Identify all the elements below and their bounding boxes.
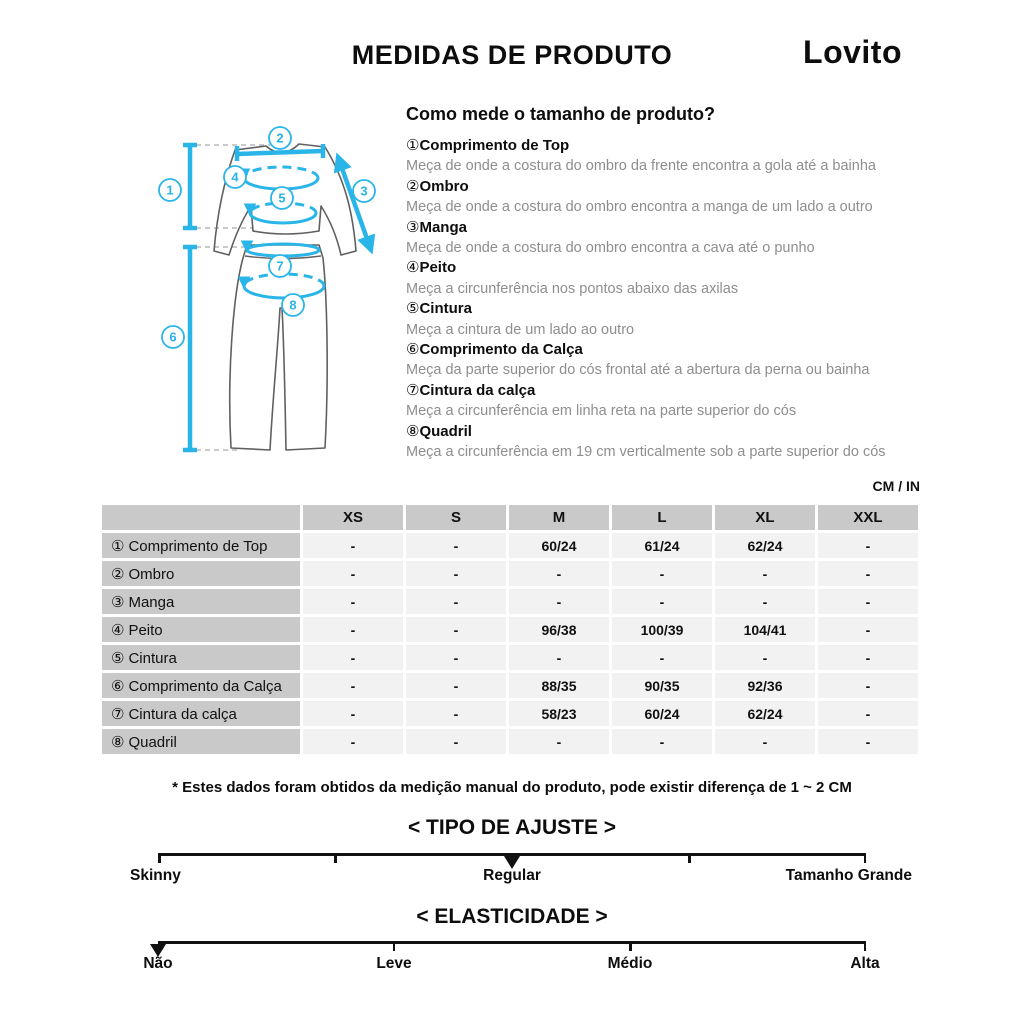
size-cell: 61/24 (612, 533, 712, 558)
size-cell: - (303, 729, 403, 754)
size-cell: - (612, 561, 712, 586)
header-cell-size: XXL (818, 505, 918, 530)
size-cell: - (303, 673, 403, 698)
svg-text:7: 7 (276, 258, 284, 274)
size-cell: - (406, 561, 506, 586)
guide-item-shoulder: ②Ombro Meça de onde a costura do ombro encontra a manga de um lado a outro (406, 177, 928, 218)
size-cell: 60/24 (509, 533, 609, 558)
dashed-connector-lines (196, 145, 270, 450)
size-cell: - (406, 701, 506, 726)
size-cell: 100/39 (612, 617, 712, 642)
unit-label: CM / IN (872, 478, 920, 494)
size-cell: - (509, 729, 609, 754)
size-cell: - (303, 645, 403, 670)
fit-scale-title: < TIPO DE AJUSTE > (407, 816, 617, 839)
fit-label-oversize: Tamanho Grande (785, 867, 912, 884)
size-table (99, 502, 921, 757)
guide-item-desc: Meça de onde a costura do ombro encontra a manga de um lado a outro (406, 199, 873, 216)
svg-text:5: 5 (278, 190, 286, 206)
elasticity-label-light: Leve (376, 955, 412, 972)
size-cell: - (406, 673, 506, 698)
header-cell-size: XL (715, 505, 815, 530)
size-cell: - (818, 589, 918, 614)
size-cell: - (509, 561, 609, 586)
measurement-diagram (125, 95, 415, 490)
size-cell: 62/24 (715, 533, 815, 558)
table-row (102, 617, 918, 642)
size-cell: 92/36 (715, 673, 815, 698)
svg-text:8: 8 (289, 297, 297, 313)
marker-2 (269, 127, 291, 149)
fit-tick-start (158, 853, 161, 863)
size-cell: 88/35 (509, 673, 609, 698)
header-cell-size: XS (303, 505, 403, 530)
guide-item-pants-length: ⑥Comprimento da Calça Meça da parte superior do cós frontal até a abertura da perna ou bainha (406, 340, 928, 381)
row-label: ④ Peito (102, 617, 300, 642)
size-cell: 96/38 (509, 617, 609, 642)
header-cell-size: M (509, 505, 609, 530)
size-cell: - (818, 645, 918, 670)
size-cell: - (303, 561, 403, 586)
svg-text:3: 3 (360, 183, 368, 199)
size-cell: - (715, 729, 815, 754)
size-cell: - (303, 589, 403, 614)
table-row (102, 533, 918, 558)
marker-6 (162, 326, 184, 348)
guide-item-desc: Meça de onde a costura do ombro da frente encontra a gola até a bainha (406, 158, 876, 175)
guide-item-desc: Meça a circunferência em 19 cm verticalmente sob a parte superior do cós (406, 444, 886, 461)
measurement-note: * Estes dados foram obtidos da medição manual do produto, pode existir diferença de 1 ~ 2 CM (172, 779, 852, 796)
size-cell: - (818, 673, 918, 698)
header-cell-size: S (406, 505, 506, 530)
elasticity-label-medium: Médio (607, 955, 653, 972)
size-cell: - (509, 589, 609, 614)
size-cell: 62/24 (715, 701, 815, 726)
size-cell: 60/24 (612, 701, 712, 726)
svg-text:2: 2 (276, 130, 284, 146)
measure-pants-length-line (183, 247, 197, 450)
measure-chest-ellipse-dashed (244, 167, 318, 178)
size-cell: - (818, 701, 918, 726)
measure-waist-ellipse-solid (250, 213, 316, 223)
size-cell: - (715, 561, 815, 586)
measure-pants-waist-ellipse-top (247, 244, 319, 250)
elasticity-scale-title: < ELASTICIDADE > (416, 905, 608, 928)
header-cell-size: L (612, 505, 712, 530)
size-cell: - (406, 617, 506, 642)
table-row (102, 645, 918, 670)
fit-label-regular: Regular (483, 867, 541, 884)
marker-3 (353, 180, 375, 202)
measure-guide (406, 104, 928, 463)
guide-item-top-length: ①Comprimento de Top Meça de onde a costura do ombro da frente encontra a gola até a bainha (406, 136, 928, 177)
elasticity-tick-t1 (393, 941, 396, 951)
row-label: ③ Manga (102, 589, 300, 614)
size-cell: - (715, 589, 815, 614)
fit-label-skinny: Skinny (130, 867, 181, 884)
table-row (102, 561, 918, 586)
size-cell: - (818, 729, 918, 754)
guide-item-pants-waist: ⑦Cintura da calça Meça a circunferência em linha reta na parte superior do cós (406, 381, 928, 422)
marker-7 (269, 255, 291, 277)
size-cell: - (509, 645, 609, 670)
row-label: ⑥ Comprimento da Calça (102, 673, 300, 698)
guide-item-hip: ⑧Quadril Meça a circunferência em 19 cm verticalmente sob a parte superior do cós (406, 422, 928, 463)
size-cell: - (406, 533, 506, 558)
guide-item-chest: ④Peito Meça a circunferência nos pontos abaixo das axilas (406, 258, 928, 299)
size-cell: - (303, 533, 403, 558)
measure-top-length-line (183, 145, 197, 228)
guide-heading: Como mede o tamanho de produto? (406, 104, 715, 124)
size-cell: - (818, 561, 918, 586)
brand-logo: Lovito (803, 34, 902, 70)
elasticity-scale-line (158, 941, 866, 944)
guide-item-desc: Meça a cintura de um lado ao outro (406, 321, 635, 338)
fit-tick-q3 (688, 853, 691, 863)
marker-1 (159, 179, 181, 201)
guide-item-desc: Meça de onde a costura do ombro encontra a cava até o punho (406, 240, 815, 257)
guide-item-desc: Meça a circunferência em linha reta na parte superior do cós (406, 403, 797, 420)
size-cell: - (303, 617, 403, 642)
row-label: ① Comprimento de Top (102, 533, 300, 558)
row-label: ⑤ Cintura (102, 645, 300, 670)
elasticity-scale-ruler (158, 941, 866, 957)
size-cell: 58/23 (509, 701, 609, 726)
guide-item-sleeve: ③Manga Meça de onde a costura do ombro encontra a cava até o punho (406, 218, 928, 259)
svg-text:4: 4 (231, 169, 239, 185)
table-row (102, 589, 918, 614)
row-label: ② Ombro (102, 561, 300, 586)
page-title: MEDIDAS DE PRODUTO (351, 40, 673, 70)
guide-item-waist: ⑤Cintura Meça a cintura de um lado ao outro (406, 299, 928, 340)
header-cell-empty (102, 505, 300, 530)
size-cell: - (612, 729, 712, 754)
elasticity-label-none: Não (143, 955, 173, 972)
fit-tick-q1 (334, 853, 337, 863)
guide-item-desc: Meça a circunferência nos pontos abaixo das axilas (406, 280, 739, 297)
size-cell: 104/41 (715, 617, 815, 642)
size-cell: - (818, 533, 918, 558)
measure-hip-ellipse-solid (244, 286, 324, 298)
size-cell: - (715, 645, 815, 670)
marker-5 (271, 187, 293, 209)
elasticity-tick-t2 (629, 941, 632, 951)
size-cell: - (406, 589, 506, 614)
table-header-row (102, 505, 918, 530)
size-cell: - (612, 589, 712, 614)
size-cell: 90/35 (612, 673, 712, 698)
row-label: ⑧ Quadril (102, 729, 300, 754)
size-cell: - (406, 645, 506, 670)
table-row (102, 673, 918, 698)
size-cell: - (612, 645, 712, 670)
size-cell: - (303, 701, 403, 726)
svg-text:1: 1 (166, 182, 174, 198)
guide-item-desc: Meça da parte superior do cós frontal até a abertura da perna ou bainha (406, 362, 870, 379)
table-row (102, 729, 918, 754)
size-cell: - (406, 729, 506, 754)
marker-8 (282, 294, 304, 316)
fit-tick-end (864, 853, 867, 863)
row-label: ⑦ Cintura da calça (102, 701, 300, 726)
svg-text:6: 6 (169, 329, 177, 345)
table-row (102, 701, 918, 726)
elasticity-label-high: Alta (850, 955, 880, 972)
marker-4 (224, 166, 246, 188)
elasticity-tick-end (864, 941, 867, 951)
size-cell: - (818, 617, 918, 642)
